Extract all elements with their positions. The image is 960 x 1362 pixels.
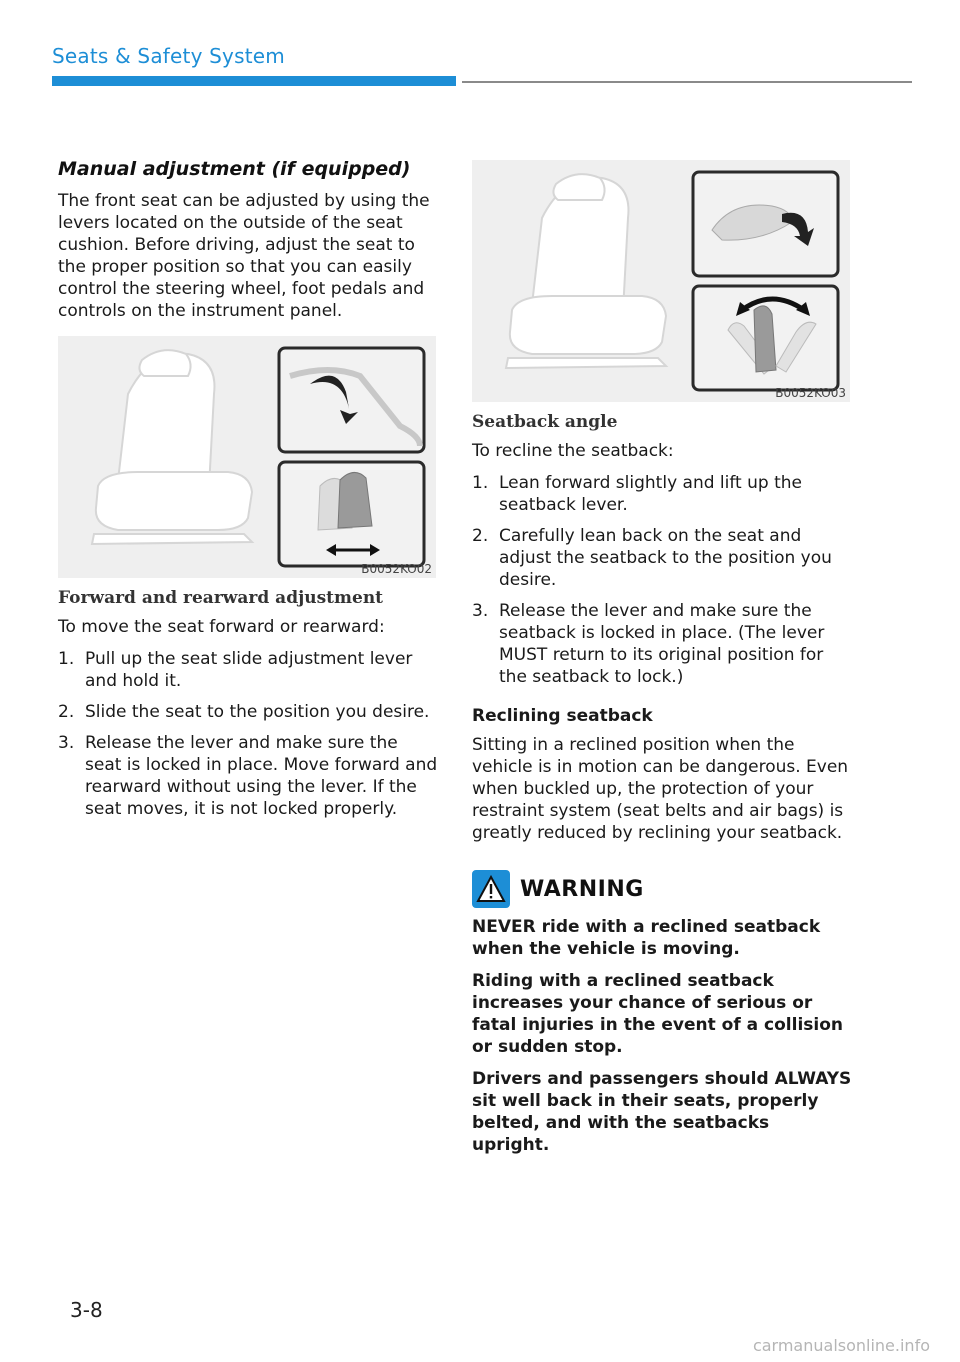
- warning-paragraph: Riding with a reclined seatback increases your chance of serious or fatal injuries in the event of a collision or sudden stop.: [472, 971, 844, 1057]
- seat-slide-illustration: [58, 336, 436, 578]
- seat-shape: [506, 174, 666, 368]
- left-column: [58, 158, 438, 830]
- header-rule: [462, 81, 912, 83]
- header-accent-bar: [52, 76, 456, 86]
- page-number: 3-8: [70, 1298, 103, 1322]
- figure-code: B0052KO03: [775, 386, 846, 400]
- section-heading: Manual adjustment (if equipped): [58, 158, 411, 180]
- warning-box: [472, 870, 852, 1156]
- figure-code: B0052KO02: [361, 562, 432, 576]
- seat-shape: [92, 350, 252, 544]
- slide-inset-bottom: [279, 462, 424, 566]
- list-item: 3. Release the lever and make sure the seatback is locked in place. (The lever MUST return to its original position for the seatback to lock.): [472, 601, 825, 687]
- seatback-figure: [472, 160, 850, 402]
- forward-rearward-heading: Forward and rearward adjustment: [58, 588, 384, 608]
- header-title: Seats & Safety System: [52, 44, 285, 68]
- lever-inset-top: [693, 172, 838, 276]
- warning-label: WARNING: [520, 876, 644, 902]
- intro-paragraph: The front seat can be adjusted by using the levers located on the outside of the seat cushion. Before driving, adjust the seat to the proper position so that you can easily control the steering wheel, foot pedals and controls on the instrument panel.: [58, 191, 430, 321]
- right-column: [472, 160, 852, 1166]
- warning-paragraph: NEVER ride with a reclined seatback when the vehicle is moving.: [472, 917, 821, 959]
- seatback-illustration: [472, 160, 850, 402]
- forward-rearward-steps: [58, 648, 438, 820]
- reclining-heading: Reclining seatback: [472, 706, 653, 726]
- warning-icon: [472, 870, 510, 908]
- list-item: 2. Carefully lean back on the seat and adjust the seatback to the position you desire.: [472, 526, 832, 590]
- seat-slide-figure: [58, 336, 436, 578]
- seatback-lead: To recline the seatback:: [472, 441, 674, 461]
- seatback-steps: [472, 472, 852, 688]
- list-item: 1. Pull up the seat slide adjustment lever and hold it.: [58, 649, 413, 691]
- list-item: 3. Release the lever and make sure the seat is locked in place. Move forward and rearward without using the lever. If the seat moves, it is not locked properly.: [58, 733, 438, 819]
- warning-paragraph: Drivers and passengers should ALWAYS sit well back in their seats, properly belted, and with the seatbacks upright.: [472, 1069, 852, 1155]
- seatback-angle-heading: Seatback angle: [472, 412, 618, 432]
- recline-inset-bottom: [693, 286, 838, 390]
- list-item: 2. Slide the seat to the position you desire.: [58, 702, 430, 722]
- forward-rearward-lead: To move the seat forward or rearward:: [58, 617, 385, 637]
- lever-inset-top: [279, 348, 424, 452]
- reclining-paragraph: Sitting in a reclined position when the vehicle is in motion can be dangerous. Even when buckled up, the protection of your restraint system (seat belts and air bags) is greatly reduced by reclining your seatback.: [472, 735, 849, 843]
- list-item: 1. Lean forward slightly and lift up the seatback lever.: [472, 473, 802, 515]
- watermark: carmanualsonline.info: [752, 1336, 930, 1355]
